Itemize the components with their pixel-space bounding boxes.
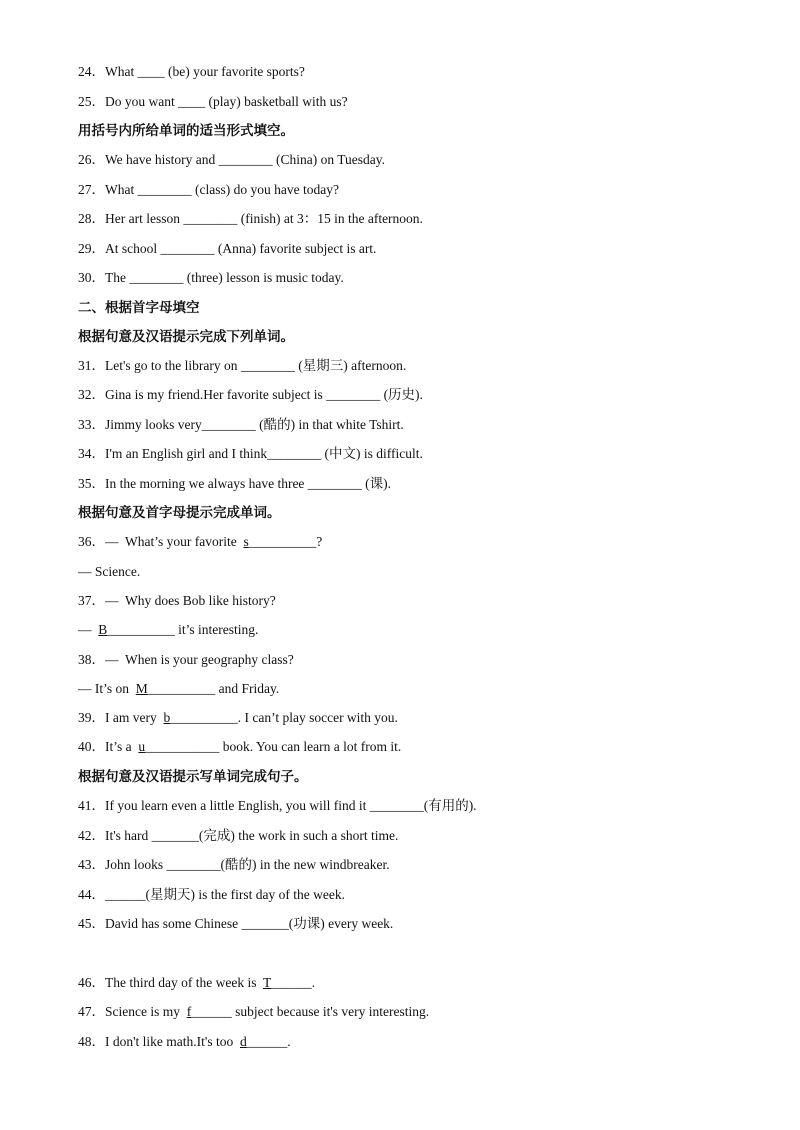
answer-37: — B__________ it’s interesting. (78, 622, 259, 637)
question-34: 34．I'm an English girl and I think________ (中文) is difficult. (78, 446, 423, 461)
question-31: 31．Let's go to the library on ________ (星期三) afternoon. (78, 358, 407, 373)
initial-letter: d (239, 1034, 247, 1049)
question-40: 40．It’s a u___________ book. You can learn a lot from it. (78, 739, 402, 754)
section-instruction-complete-sentences: 根据句意及汉语提示写单词完成句子。 (78, 769, 308, 785)
question-48: 48．I don't like math.It's too d______. (78, 1034, 291, 1049)
initial-letter: f (186, 1004, 192, 1019)
question-43: 43．John looks ________(酷的) in the new windbreaker. (78, 857, 390, 872)
section-instruction-chinese-hints: 根据句意及汉语提示完成下列单词。 (78, 329, 294, 345)
question-30: 30．The ________ (three) lesson is music today. (78, 270, 344, 285)
initial-letter: T (262, 975, 272, 990)
initial-letter: b (163, 710, 171, 725)
section-instruction-word-forms: 用括号内所给单词的适当形式填空。 (78, 123, 294, 139)
initial-letter: M (135, 681, 148, 696)
answer-38: — It’s on M__________ and Friday. (78, 681, 280, 696)
question-29: 29．At school ________ (Anna) favorite subject is art. (78, 241, 377, 256)
question-25: 25．Do you want ____ (play) basketball with us? (78, 94, 348, 109)
question-24: 24．What ____ (be) your favorite sports? (78, 64, 305, 79)
question-38: 38．— When is your geography class? (78, 652, 294, 667)
initial-letter: s (243, 534, 249, 549)
question-45: 45．David has some Chinese _______(功课) every week. (78, 916, 394, 931)
question-37: 37．— Why does Bob like history? (78, 593, 276, 608)
question-33: 33．Jimmy looks very________ (酷的) in that white Tshirt. (78, 417, 404, 432)
question-42: 42．It's hard _______(完成) the work in such a short time. (78, 828, 399, 843)
question-26: 26．We have history and ________ (China) on Tuesday. (78, 152, 386, 167)
question-27: 27．What ________ (class) do you have today? (78, 182, 339, 197)
question-36: 36．— What’s your favorite s__________? (78, 534, 323, 549)
initial-letter: B (98, 622, 108, 637)
question-35: 35．In the morning we always have three ________ (课). (78, 476, 392, 491)
section-title-initial-letter: 二、根据首字母填空 (78, 300, 200, 316)
section-instruction-initial-letters: 根据句意及首字母提示完成单词。 (78, 505, 281, 521)
question-44: 44．______(星期天) is the first day of the week. (78, 887, 345, 902)
question-47: 47．Science is my f______ subject because it's very interesting. (78, 1004, 430, 1019)
question-46: 46．The third day of the week is T______. (78, 975, 316, 990)
question-28: 28．Her art lesson ________ (finish) at 3：15 in the afternoon. (78, 211, 423, 226)
question-32: 32．Gina is my friend.Her favorite subject is ________ (历史). (78, 387, 423, 402)
question-39: 39．I am very b__________. I can’t play soccer with you. (78, 710, 398, 725)
question-41: 41．If you learn even a little English, you will find it ________(有用的). (78, 798, 477, 813)
initial-letter: u (138, 739, 146, 754)
answer-36: — Science. (78, 564, 141, 579)
